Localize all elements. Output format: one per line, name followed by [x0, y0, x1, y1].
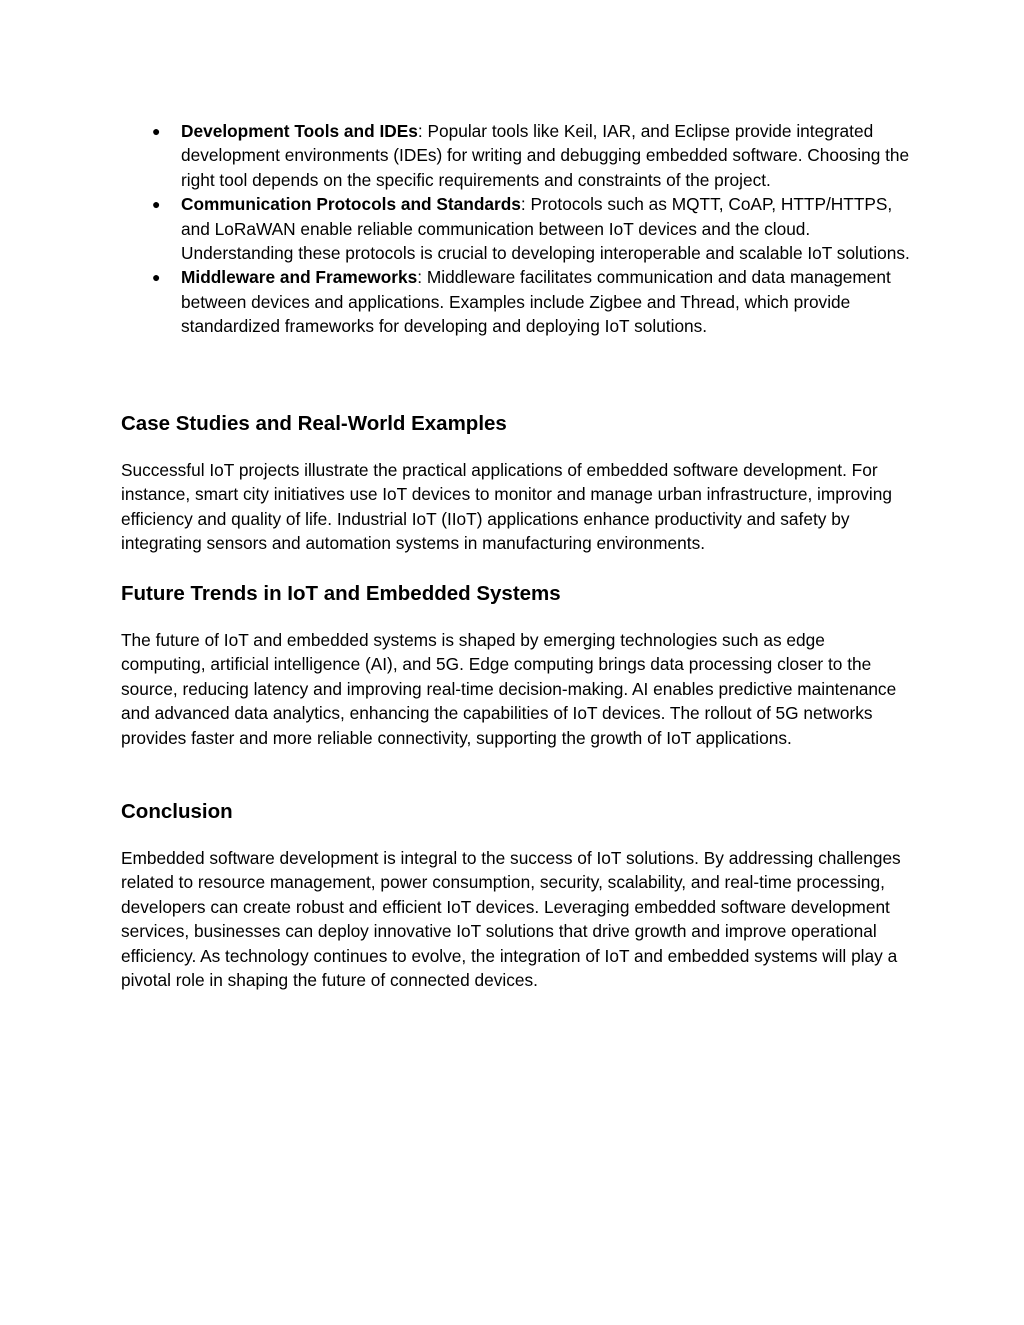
section-heading-conclusion: Conclusion: [121, 800, 233, 823]
bullet-term: Development Tools and IDEs: [181, 121, 418, 141]
section-paragraph-future-trends: The future of IoT and embedded systems is shaped by emerging technologies such as edge computing, artificial intelligence (AI), and 5G. Edge computing brings data processing closer to the source, reducing latency and improving real-time decision-making. AI enables predictive maintenance and advanced data analytics, enhancing the capabilities of IoT devices. The rollout of 5G networks provides faster and more reliable connectivity, supporting the growth of IoT applications.: [121, 630, 897, 748]
section-paragraph-case-studies: Successful IoT projects illustrate the practical applications of embedded software development. For instance, smart city initiatives use IoT devices to monitor and manage urban infrastructure, improving efficiency and quality of life. Industrial IoT (IIoT) applications enhance productivity and safety by integrating sensors and automation systems in manufacturing environments.: [121, 460, 892, 554]
list-item: [121, 192, 921, 265]
bullet-icon: ●: [152, 123, 161, 139]
section-paragraph-conclusion: Embedded software development is integral to the success of IoT solutions. By addressing challenges related to resource management, power consumption, security, scalability, and real-time processing, developers can create robust and efficient IoT devices. Leveraging embedded software development services, businesses can deploy innovative IoT solutions that drive growth and improve operational efficiency. As technology continues to evolve, the integration of IoT and embedded systems will play a pivotal role in shaping the future of connected devices.: [121, 848, 901, 991]
section-heading-future-trends: Future Trends in IoT and Embedded Systems: [121, 582, 561, 605]
bullet-list: [121, 119, 921, 339]
bullet-text: : Protocols such as MQTT, CoAP, HTTP/HTTPS, and LoRaWAN enable reliable communication between IoT devices and the cloud. Understanding these protocols is crucial to developing interoperable and scalable IoT solutions.: [181, 194, 910, 264]
list-item: [121, 119, 921, 192]
bullet-term: Communication Protocols and Standards: [181, 194, 521, 215]
bullet-term: Middleware and Frameworks: [181, 267, 418, 288]
section-heading-case-studies: Case Studies and Real-World Examples: [121, 412, 507, 435]
list-item: [121, 265, 921, 338]
bullet-text: : Popular tools like Keil, IAR, and Eclipse provide integrated development environments (IDEs) for writing and debugging embedded software. Choosing the right tool depends on the specific requirements and constraints of the project.: [181, 121, 910, 190]
bullet-icon: ●: [152, 269, 161, 286]
bullet-text: : Middleware facilitates communication and data management between devices and applications. Examples include Zigbee and Thread, which provide standardized frameworks for developing and deploying IoT solutions.: [181, 267, 891, 337]
bullet-icon: ●: [152, 196, 161, 213]
